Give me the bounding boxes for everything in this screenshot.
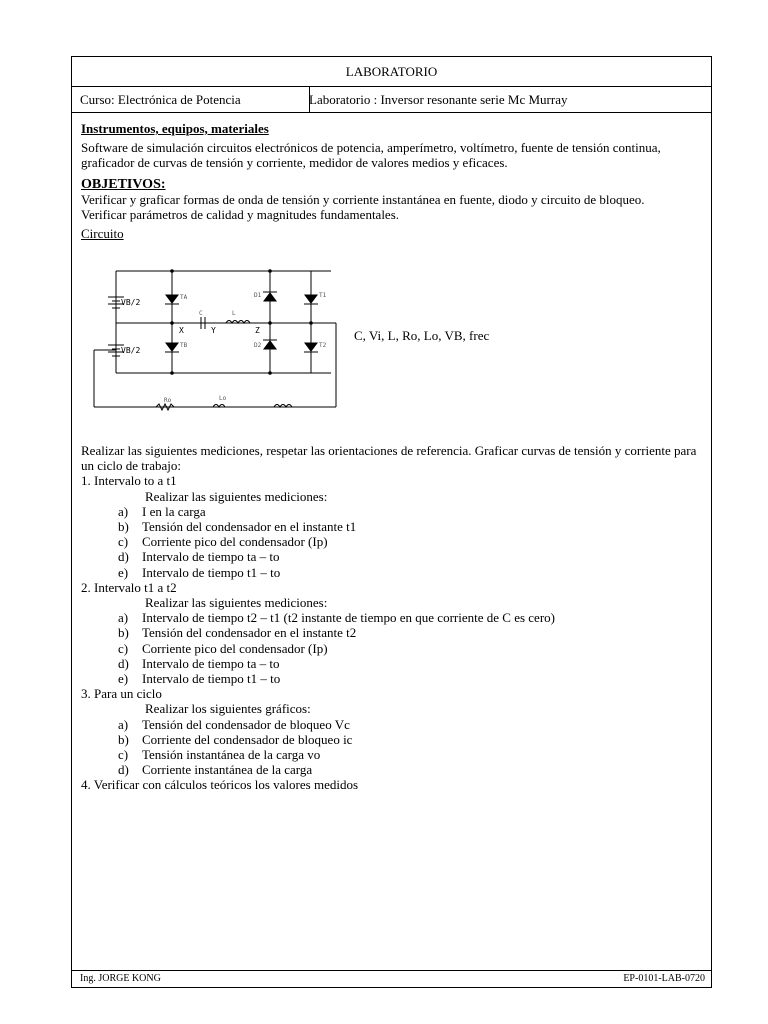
label-y: Y <box>211 326 216 335</box>
footer-code: EP-0101-LAB-0720 <box>623 973 705 984</box>
section-title: 3. Para un ciclo <box>81 686 162 702</box>
label-l: L <box>232 310 236 317</box>
list-item-label: c) <box>118 534 129 550</box>
label-t1: T1 <box>319 292 327 299</box>
list-item <box>81 610 706 625</box>
list-item-text: Intervalo de tiempo t1 – to <box>142 671 281 687</box>
list-item-label: b) <box>118 519 129 535</box>
list-item <box>81 549 706 564</box>
list-item <box>81 747 706 762</box>
list-item <box>81 732 706 747</box>
section-title: 1. Intervalo to a t1 <box>81 473 177 489</box>
list-item <box>81 762 706 777</box>
list-item-text: Corriente pico del condensador (Ip) <box>142 534 328 550</box>
measurement-sections <box>81 473 706 777</box>
list-item-text: Tensión instantánea de la carga vo <box>142 747 321 763</box>
sheet-footer <box>72 970 711 987</box>
list-item-text: Intervalo de tiempo ta – to <box>142 655 280 671</box>
objectives-heading: OBJETIVOS: <box>81 177 166 192</box>
list-item-label: a) <box>118 503 129 519</box>
lab-title-cell: Laboratorio : Inversor resonante serie Mc Murray <box>309 92 568 107</box>
list-item-text: I en la carga <box>142 503 206 519</box>
list-item <box>81 565 706 580</box>
list-item-label: d) <box>118 655 129 671</box>
label-t2: T2 <box>319 342 327 349</box>
list-item-label: e) <box>118 671 129 687</box>
list-item-label: c) <box>118 640 129 656</box>
course-row <box>72 87 711 113</box>
list-item <box>81 641 706 656</box>
section-subtitle: Realizar las siguientes mediciones: <box>145 595 328 611</box>
list-item <box>81 717 706 732</box>
objective-line-1: Verificar y graficar formas de onda de tensión y corriente instantánea en fuente, diodo y circuito de bloqueo. <box>81 192 645 207</box>
label-z: Z <box>255 326 260 335</box>
list-item-label: a) <box>118 716 129 732</box>
measurements-final: 4. Verificar con cálculos teóricos los valores medidos <box>81 777 359 793</box>
section-subtitle: Realizar los siguientes gráficos: <box>145 701 311 717</box>
label-ro: Ro <box>164 397 172 404</box>
label-vb-top: VB/2 <box>121 298 141 307</box>
list-item-text: Tensión del condensador en el instante t2 <box>142 625 357 641</box>
label-d2: D2 <box>254 342 262 349</box>
label-x: X <box>179 326 184 335</box>
list-item <box>81 519 706 534</box>
label-ta: TA <box>180 294 188 301</box>
sheet-body <box>81 121 706 241</box>
list-item <box>81 504 706 519</box>
list-item <box>81 534 706 549</box>
list-item-label: d) <box>118 549 129 565</box>
list-item-label: b) <box>118 731 129 747</box>
circuit-diagram <box>86 267 346 417</box>
section-title: 2. Intervalo t1 a t2 <box>81 579 177 595</box>
list-item-label: b) <box>118 625 129 641</box>
label-vb-bottom: VB/2 <box>121 346 141 355</box>
measurements-section <box>81 443 706 793</box>
circuit-variables: C, Vi, L, Ro, Lo, VB, frec <box>354 328 490 343</box>
lab-sheet-frame <box>71 56 712 988</box>
label-tb: TB <box>180 342 188 349</box>
sheet-title: LABORATORIO <box>72 57 711 87</box>
label-lo: Lo <box>219 395 227 402</box>
list-item-text: Intervalo de tiempo t2 – t1 (t2 instante de tiempo en que corriente de C es cero) <box>142 610 555 626</box>
measurements-intro: Realizar las siguientes mediciones, respetar las orientaciones de referencia. Graficar curvas de tensión y corriente para un ciclo de trabajo: <box>81 443 697 474</box>
section-subtitle: Realizar las siguientes mediciones: <box>145 488 328 504</box>
list-item-text: Tensión del condensador en el instante t1 <box>142 519 357 535</box>
circuit-heading: Circuito <box>81 226 124 241</box>
list-item <box>81 671 706 686</box>
instruments-heading: Instrumentos, equipos, materiales <box>81 121 269 136</box>
list-item-text: Corriente pico del condensador (Ip) <box>142 640 328 656</box>
list-item <box>81 625 706 640</box>
list-item-text: Intervalo de tiempo t1 – to <box>142 564 281 580</box>
list-item <box>81 656 706 671</box>
list-item-text: Corriente del condensador de bloqueo ic <box>142 731 353 747</box>
footer-author: Ing. JORGE KONG <box>80 973 161 984</box>
list-item-text: Tensión del condensador de bloqueo Vc <box>142 716 350 732</box>
list-item-label: e) <box>118 564 129 580</box>
objective-line-2: Verificar parámetros de calidad y magnitudes fundamentales. <box>81 207 400 222</box>
course-cell: Curso: Electrónica de Potencia <box>72 87 310 112</box>
list-item-label: c) <box>118 747 129 763</box>
list-item-text: Corriente instantánea de la carga <box>142 762 313 778</box>
list-item-label: a) <box>118 610 129 626</box>
label-c: C <box>199 310 203 317</box>
instruments-text: Software de simulación circuitos electrónicos de potencia, amperímetro, voltímetro, fuente de tensión continua, graficador de curvas de tensión y corriente, medidor de valores medios y eficaces. <box>81 140 661 170</box>
label-d1: D1 <box>254 292 262 299</box>
list-item-label: d) <box>118 762 129 778</box>
list-item-text: Intervalo de tiempo ta – to <box>142 549 280 565</box>
